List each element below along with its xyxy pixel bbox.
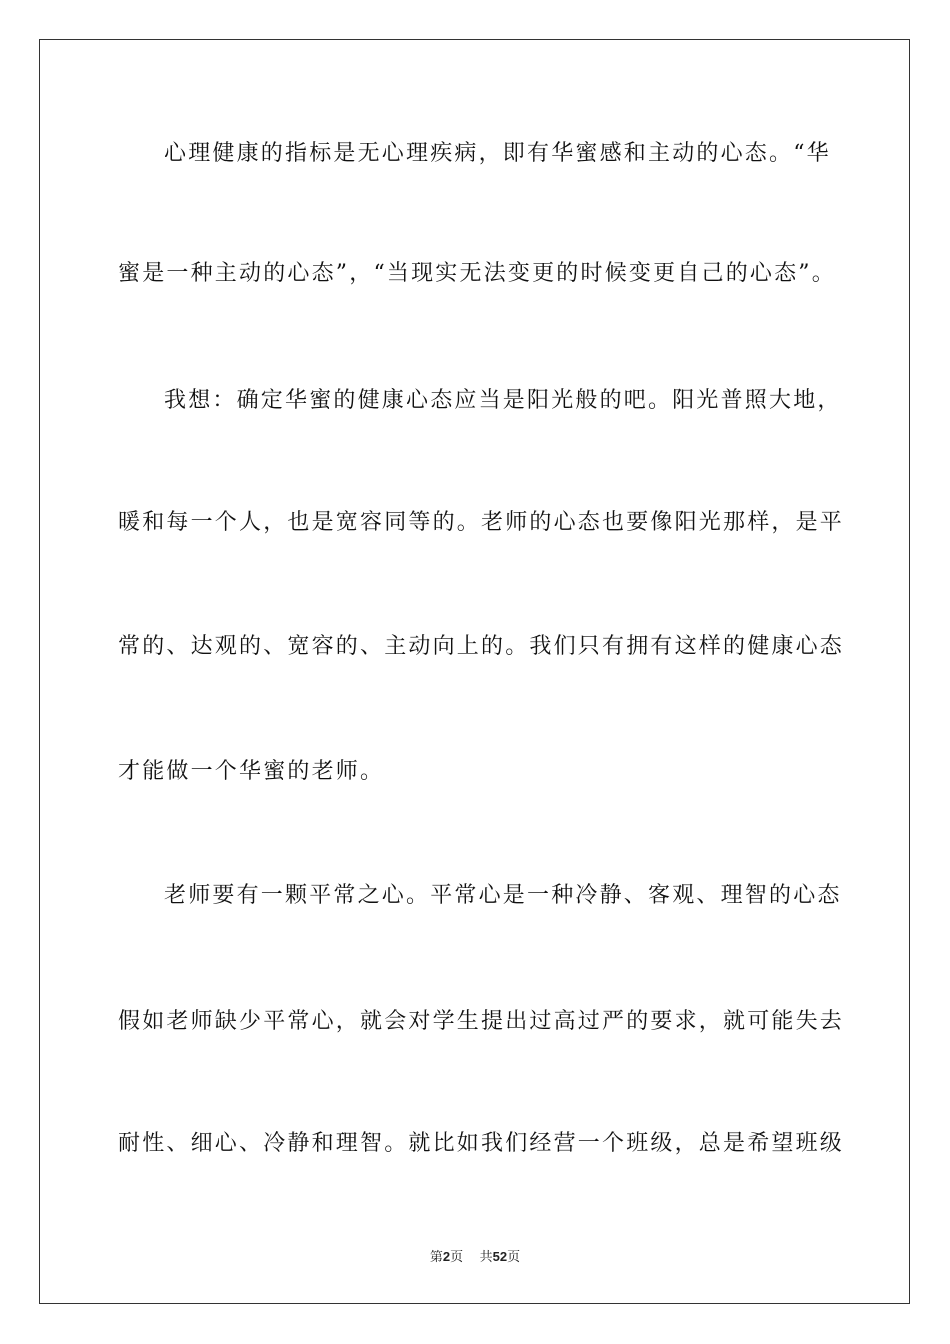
paragraph-line: 蜜是一种主动的心态”，“当现实无法变更的时候变更自己的心态”。 [118, 261, 836, 286]
page-prefix: 第 [429, 1250, 443, 1265]
paragraph-line: 常的、达观的、宽容的、主动向上的。我们只有拥有这样的健康心态 [118, 634, 845, 659]
page-number: 2 [442, 1249, 451, 1264]
paragraph-line: 我想：确定华蜜的健康心态应当是阳光般的吧。阳光普照大地， [164, 388, 842, 413]
page-footer [0, 1248, 950, 1267]
paragraph-line: 老师要有一颗平常之心。平常心是一种冷静、客观、理智的心态 [164, 883, 842, 908]
total-suffix: 页 [507, 1250, 521, 1265]
paragraph-line: 心理健康的指标是无心理疾病，即有华蜜感和主动的心态。“华 [164, 141, 831, 166]
page-border [39, 39, 910, 1304]
paragraph-line: 暖和每一个人，也是宽容同等的。老师的心态也要像阳光那样，是平 [118, 510, 845, 535]
page-suffix: 页 [450, 1250, 464, 1265]
total-prefix: 共 [479, 1250, 493, 1265]
paragraph-line: 假如老师缺少平常心，就会对学生提出过高过严的要求，就可能失去 [118, 1009, 845, 1034]
total-pages: 52 [492, 1249, 508, 1264]
paragraph-line: 才能做一个华蜜的老师。 [118, 759, 385, 784]
paragraph-line: 耐性、细心、冷静和理智。就比如我们经营一个班级，总是希望班级 [118, 1131, 845, 1156]
